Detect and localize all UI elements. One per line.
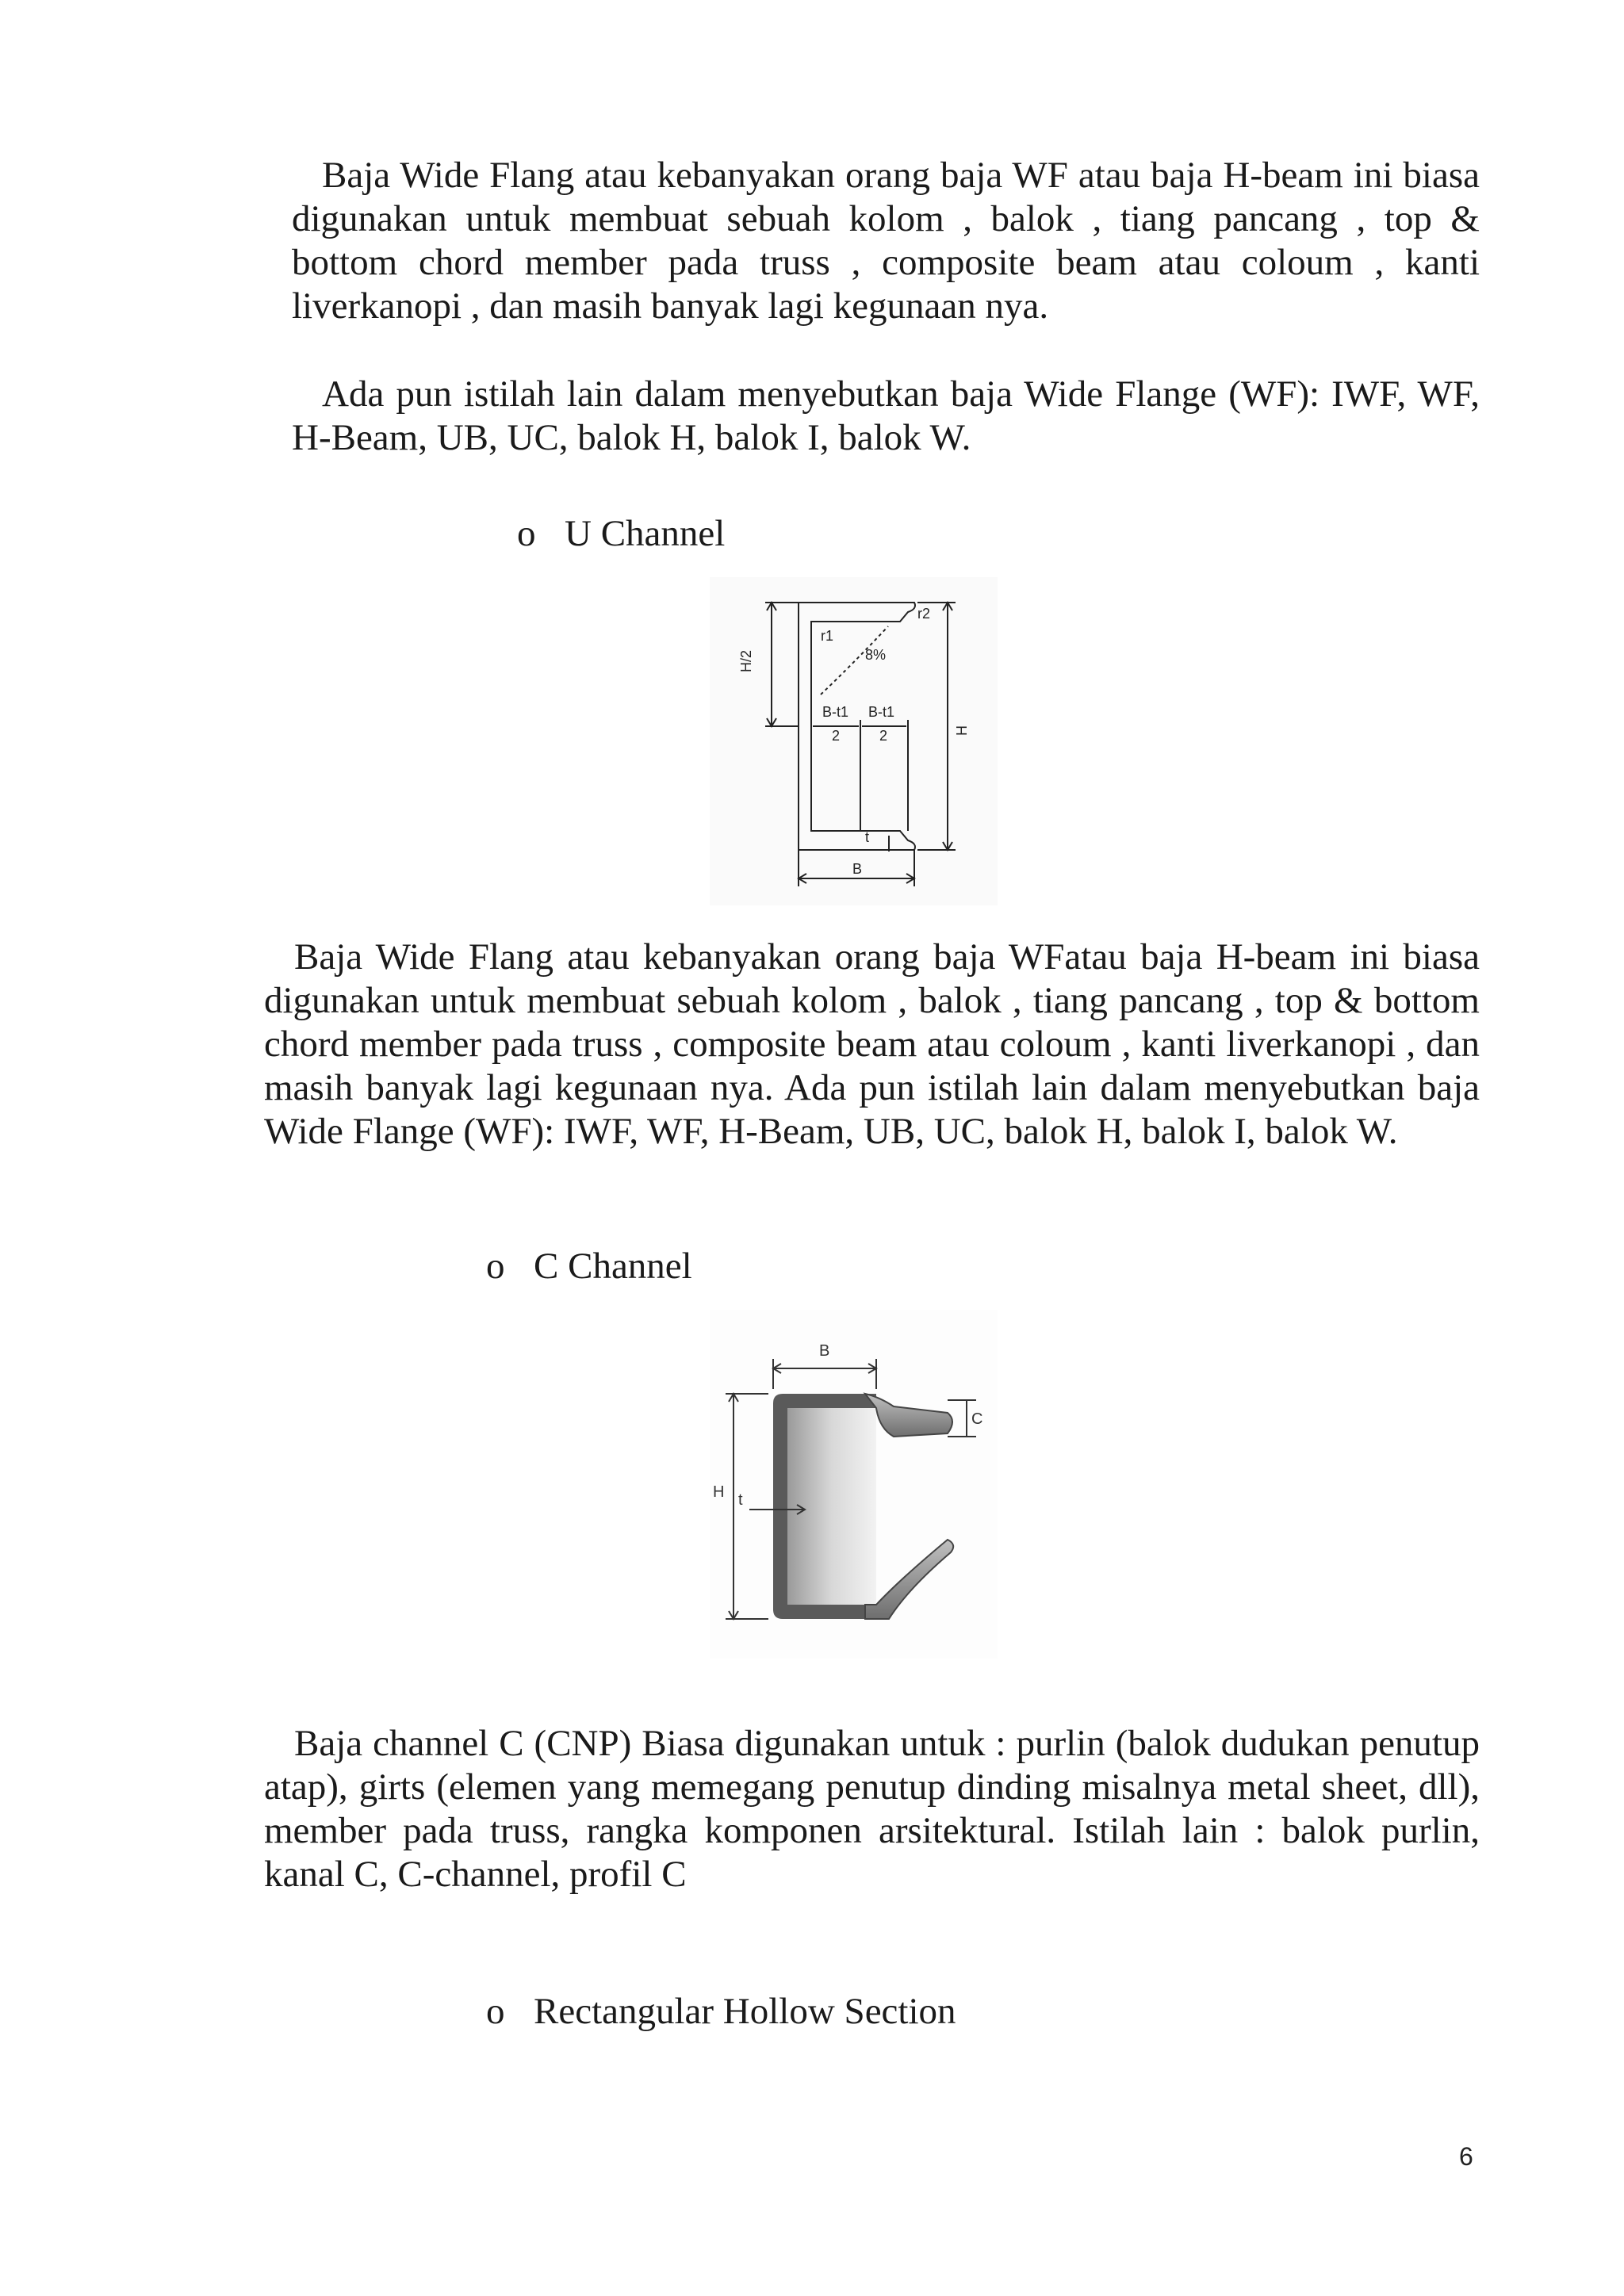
u-label-r1: r1 — [821, 628, 834, 644]
paragraph-wf-terms: Ada pun istilah lain dalam menyebutkan baja Wide Flange (WF): IWF, WF, H-Beam, UB, UC, balok H, balok I, balok W. — [292, 373, 1480, 458]
c-label-c: C — [971, 1410, 983, 1428]
u-label-two-left: 2 — [832, 728, 841, 744]
u-label-b: B — [852, 861, 863, 877]
bullet-label: Rectangular Hollow Section — [534, 1991, 956, 2032]
c-channel-diagram — [710, 1310, 998, 1659]
bullet-marker: o — [517, 513, 536, 554]
u-label-r2: r2 — [917, 606, 931, 622]
u-label-b-t1-left: B-t1 — [822, 704, 849, 720]
c-label-b: B — [819, 1342, 830, 1360]
bullet-label: C Channel — [534, 1246, 692, 1287]
paragraph-c-channel-usage: Baja channel C (CNP) Biasa digunakan untuk : purlin (balok dudukan penutup atap), girts (elemen yang memegang penutup dinding misalnya metal sheet, dll), member pada truss, rangka komponen arsitektural. Istilah lain : balok purlin, kanal C, C-channel, profil C — [264, 1723, 1480, 1895]
bullet-c-channel — [486, 1245, 692, 1288]
u-label-h: H — [954, 725, 970, 736]
bullet-label: U Channel — [565, 513, 726, 554]
bullet-marker: o — [486, 1246, 505, 1287]
u-channel-diagram — [710, 577, 998, 905]
c-label-h: H — [713, 1483, 725, 1501]
bullet-rectangular-hollow-section — [486, 1990, 956, 2034]
u-label-t: t — [865, 829, 870, 845]
u-label-two-right: 2 — [879, 728, 888, 744]
bullet-marker: o — [486, 1991, 505, 2032]
paragraph-wf-usage: Baja Wide Flang atau kebanyakan orang baja WF atau baja H-beam ini biasa digunakan untuk membuat sebuah kolom , balok , tiang pancang , top & bottom chord member pada truss , composite beam atau coloum , kanti liverkanopi , dan masih banyak lagi kegunaan nya. — [292, 155, 1480, 327]
paragraph-wf-usage-repeat: Baja Wide Flang atau kebanyakan orang baja WFatau baja H-beam ini biasa digunakan untuk membuat sebuah kolom , balok , tiang pancang , top & bottom chord member pada truss , composite beam atau coloum , kanti liverkanopi , dan masih banyak lagi kegunaan nya. Ada pun istilah lain dalam menyebutkan baja Wide Flange (WF): IWF, WF, H-Beam, UB, UC, balok H, balok I, balok W. — [264, 936, 1480, 1152]
u-label-b-t1-right: B-t1 — [868, 704, 895, 720]
page-number: 6 — [1459, 2142, 1473, 2171]
c-label-t: t — [738, 1491, 743, 1509]
u-label-angle: 8% — [865, 647, 887, 663]
u-label-h-half: H/2 — [738, 649, 754, 672]
bullet-u-channel — [517, 512, 725, 556]
